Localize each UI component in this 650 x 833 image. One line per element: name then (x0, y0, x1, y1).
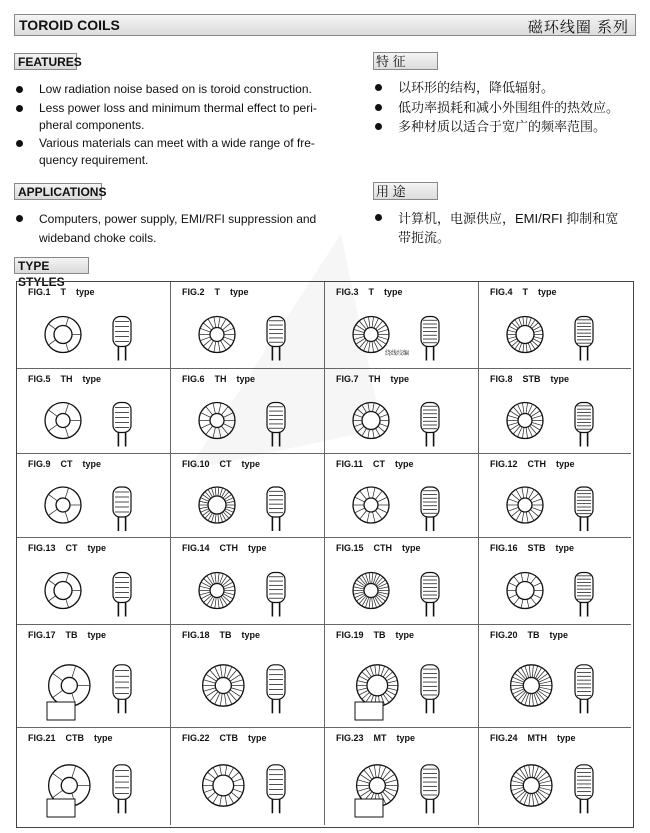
figure-note: 绕线绞编 (385, 351, 410, 357)
figure-word: type (395, 630, 415, 640)
figure-cell (171, 538, 325, 625)
figure-cell (171, 282, 325, 369)
list-item: Less power loss and minimum thermal effect to peri- pheral components. (14, 100, 360, 134)
figure-word: type (396, 733, 416, 743)
applications-heading-cn: 用 途 (373, 182, 438, 200)
figure-code: CT (373, 459, 386, 469)
list-item: 以环形的结构，降低辐射。 (373, 79, 641, 97)
toroid-coil-drawing (171, 454, 325, 538)
figure-code: CTH (219, 543, 239, 553)
figure-code: T (214, 287, 221, 297)
figure-fig: FIG.18 (182, 630, 210, 640)
type-styles-heading: TYPE STYLES (14, 257, 89, 274)
figure-word: type (87, 630, 107, 640)
applications-list (14, 210, 363, 250)
figure-word: type (241, 459, 261, 469)
figure-fig: FIG.6 (182, 374, 205, 384)
features-list-cn (373, 79, 641, 138)
figure-cell (325, 625, 479, 728)
figure-code: CTH (373, 543, 393, 553)
figure-cell (325, 369, 479, 454)
figure-fig: FIG.5 (28, 374, 51, 384)
figure-word: type (390, 374, 410, 384)
figure-code: STB (522, 374, 541, 384)
toroid-coil-drawing (325, 538, 479, 625)
toroid-coil-drawing (325, 728, 479, 825)
toroid-coil-drawing (17, 454, 171, 538)
figure-fig: FIG.24 (490, 733, 518, 743)
figure-code: TB (65, 630, 78, 640)
features-heading: FEATURES (14, 53, 77, 70)
figure-word: type (549, 630, 569, 640)
figure-fig: FIG.15 (336, 543, 364, 553)
figure-fig: FIG.10 (182, 459, 210, 469)
toroid-coil-drawing (479, 282, 631, 369)
list-item: 多种材质以适合于宽广的频率范围。 (373, 118, 641, 136)
figure-fig: FIG.8 (490, 374, 513, 384)
figure-code: TH (368, 374, 381, 384)
figure-cell (325, 728, 479, 825)
toroid-coil-drawing (325, 454, 479, 538)
figure-fig: FIG.4 (490, 287, 513, 297)
figure-code: T (522, 287, 529, 297)
page-title-bar (14, 14, 636, 36)
list-item: Low radiation noise based on is toroid construction. (14, 81, 360, 98)
figure-code: MT (373, 733, 387, 743)
figure-word: type (550, 374, 570, 384)
figure-fig: FIG.21 (28, 733, 56, 743)
figure-word: type (76, 287, 95, 297)
figure-cell (17, 538, 171, 625)
figure-fig: FIG.23 (336, 733, 364, 743)
figure-code: T (60, 287, 67, 297)
toroid-coil-drawing (479, 369, 631, 454)
figure-code: CTH (527, 459, 547, 469)
figure-cell (479, 369, 631, 454)
figure-word: type (248, 733, 267, 743)
figure-code: TH (60, 374, 73, 384)
figure-word: type (236, 374, 256, 384)
figure-fig: FIG.19 (336, 630, 364, 640)
figure-code: MTH (527, 733, 548, 743)
figure-code: CT (219, 459, 232, 469)
toroid-coil-drawing (171, 625, 325, 728)
figure-word: type (241, 630, 261, 640)
figure-fig: FIG.17 (28, 630, 56, 640)
toroid-coil-drawing (171, 282, 325, 369)
toroid-coil-drawing (17, 369, 171, 454)
applications-list-cn (373, 209, 641, 249)
figure-fig: FIG.9 (28, 459, 51, 469)
figure-word: type (87, 543, 107, 553)
figure-fig: FIG.20 (490, 630, 518, 640)
figure-code: STB (527, 543, 546, 553)
figure-fig: FIG.14 (182, 543, 210, 553)
toroid-coil-drawing (17, 728, 171, 825)
figure-word: type (538, 287, 557, 297)
figure-code: CT (60, 459, 73, 469)
figure-fig: FIG.16 (490, 543, 518, 553)
toroid-coil-drawing (17, 282, 171, 369)
figure-cell (479, 728, 631, 825)
figure-code: TH (214, 374, 227, 384)
figure-code: TB (219, 630, 232, 640)
figure-word: type (82, 459, 102, 469)
toroid-coil-drawing (479, 728, 631, 825)
figure-cell (171, 625, 325, 728)
list-item: Computers, power supply, EMI/RFI suppression and wideband choke coils. (14, 210, 363, 248)
figure-word: type (384, 287, 403, 297)
figure-word: type (557, 733, 576, 743)
figure-cell (17, 282, 171, 369)
toroid-coil-drawing (171, 728, 325, 825)
figure-word: type (555, 543, 575, 553)
figure-code: CT (65, 543, 78, 553)
figure-fig: FIG.3 (336, 287, 359, 297)
toroid-coil-drawing (325, 625, 479, 728)
features-heading-cn: 特 征 (373, 52, 438, 70)
toroid-coil-drawing (17, 538, 171, 625)
toroid-coil-drawing (479, 454, 631, 538)
figure-code: CTB (65, 733, 85, 743)
toroid-coil-drawing (479, 538, 631, 625)
figure-cell (17, 454, 171, 538)
figure-word: type (395, 459, 414, 469)
toroid-coil-drawing (325, 369, 479, 454)
figure-fig: FIG.2 (182, 287, 205, 297)
toroid-coil-drawing (171, 369, 325, 454)
figure-code: CTB (219, 733, 239, 743)
page-title-cn: 磁环线圈 系列 (527, 19, 629, 36)
figure-cell (325, 282, 479, 369)
figure-word: type (94, 733, 113, 743)
figure-word: type (556, 459, 575, 469)
figure-word: type (402, 543, 421, 553)
figure-cell (171, 728, 325, 825)
figure-code: T (368, 287, 375, 297)
list-item: 计算机，电源供应，EMI/RFI 抑制和宽 带扼流。 (373, 209, 641, 247)
figure-code: TB (373, 630, 386, 640)
figure-cell (17, 728, 171, 825)
figure-cell (325, 538, 479, 625)
toroid-coil-drawing (17, 625, 171, 728)
figure-cell (479, 454, 631, 538)
figure-cell (171, 369, 325, 454)
list-item: 低功率损耗和减小外围组件的热效应。 (373, 99, 641, 117)
figure-cell (479, 538, 631, 625)
figure-word: type (230, 287, 249, 297)
figure-cell (325, 454, 479, 538)
figure-code: TB (527, 630, 540, 640)
figure-word: type (248, 543, 267, 553)
page-title: TOROID COILS (19, 17, 120, 33)
features-list (14, 81, 360, 171)
toroid-coil-drawing (479, 625, 631, 728)
figure-fig: FIG.13 (28, 543, 56, 553)
figure-word: type (82, 374, 102, 384)
list-item: Various materials can meet with a wide range of fre- quency requirement. (14, 135, 360, 169)
figure-cell (17, 625, 171, 728)
figure-fig: FIG.11 (336, 459, 364, 469)
figure-cell (17, 369, 171, 454)
figure-cell (479, 282, 631, 369)
toroid-coil-drawing (171, 538, 325, 625)
figure-cell (479, 625, 631, 728)
figure-fig: FIG.1 (28, 287, 51, 297)
figure-fig: FIG.12 (490, 459, 518, 469)
figure-fig: FIG.7 (336, 374, 359, 384)
type-styles-grid (16, 281, 634, 828)
figure-fig: FIG.22 (182, 733, 210, 743)
applications-heading: APPLICATIONS (14, 183, 102, 200)
figure-cell (171, 454, 325, 538)
